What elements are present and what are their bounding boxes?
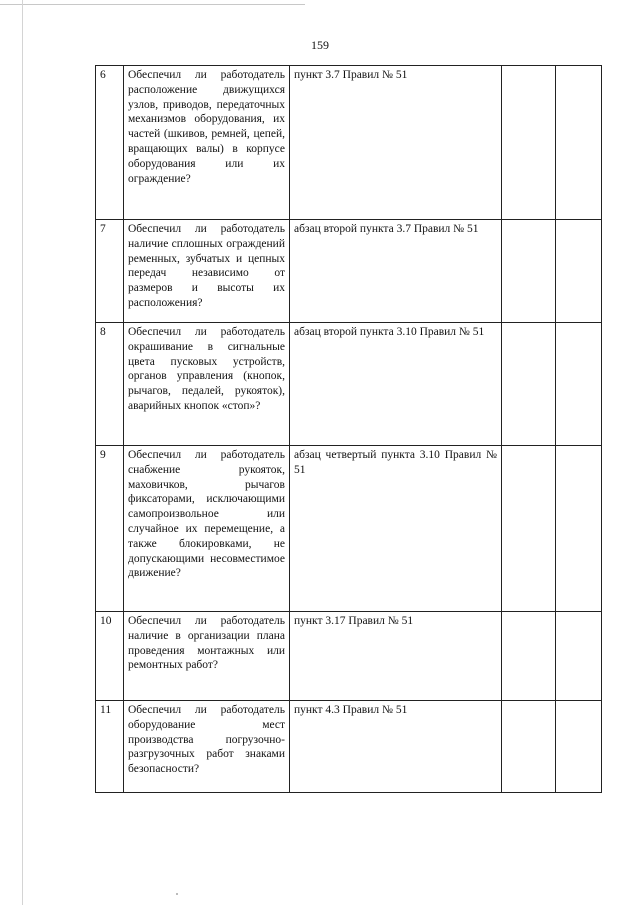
table-row bbox=[96, 66, 602, 220]
table-row bbox=[96, 323, 602, 446]
row-number: 7 bbox=[96, 220, 124, 323]
row-number: 11 bbox=[96, 701, 124, 793]
answer-cell bbox=[502, 66, 556, 220]
reference-cell: пункт 4.3 Правил № 51 bbox=[290, 701, 502, 793]
question-cell: Обеспечил ли работодатель окрашивание в сигнальные цвета пусковых устройств, органов управления (кнопок, рычагов, педалей, рукояток), аварийных кнопок «стоп»? bbox=[124, 323, 290, 446]
answer-cell bbox=[502, 612, 556, 701]
row-number: 9 bbox=[96, 446, 124, 612]
reference-cell: пункт 3.7 Правил № 51 bbox=[290, 66, 502, 220]
note-cell bbox=[556, 446, 602, 612]
reference-cell: пункт 3.17 Правил № 51 bbox=[290, 612, 502, 701]
reference-cell: абзац четвертый пункта 3.10 Правил № 51 bbox=[290, 446, 502, 612]
reference-cell: абзац второй пункта 3.10 Правил № 51 bbox=[290, 323, 502, 446]
note-cell bbox=[556, 612, 602, 701]
question-cell: Обеспечил ли работодатель расположение движущихся узлов, приводов, передаточных механизмов оборудования, их частей (шкивов, ремней, цепей, вращающих валы) в корпусе оборудования или их ограждение? bbox=[124, 66, 290, 220]
answer-cell bbox=[502, 323, 556, 446]
question-cell: Обеспечил ли работодатель оборудование мест производства погрузочно-разгрузочных работ знаками безопасности? bbox=[124, 701, 290, 793]
answer-cell bbox=[502, 446, 556, 612]
scan-speck bbox=[176, 893, 178, 895]
question-cell: Обеспечил ли работодатель наличие сплошных ограждений ременных, зубчатых и цепных передач независимо от размеров и высоты их расположения? bbox=[124, 220, 290, 323]
answer-cell bbox=[502, 220, 556, 323]
checklist-table bbox=[95, 65, 602, 793]
page-number: 159 bbox=[311, 38, 329, 52]
question-cell: Обеспечил ли работодатель снабжение рукояток, маховичков, рычагов фиксаторами, исключающими самопроизвольное или случайное их перемещение, а также блокировками, не допускающими несовместимое движение? bbox=[124, 446, 290, 612]
table-row bbox=[96, 612, 602, 701]
note-cell bbox=[556, 66, 602, 220]
table-row bbox=[96, 701, 602, 793]
question-cell: Обеспечил ли работодатель наличие в организации плана проведения монтажных или ремонтных работ? bbox=[124, 612, 290, 701]
table-row bbox=[96, 446, 602, 612]
row-number: 10 bbox=[96, 612, 124, 701]
scan-edge-left bbox=[22, 0, 23, 905]
note-cell bbox=[556, 220, 602, 323]
row-number: 6 bbox=[96, 66, 124, 220]
table-row bbox=[96, 220, 602, 323]
scan-edge-top bbox=[0, 4, 305, 5]
answer-cell bbox=[502, 701, 556, 793]
reference-cell: абзац второй пункта 3.7 Правил № 51 bbox=[290, 220, 502, 323]
note-cell bbox=[556, 323, 602, 446]
note-cell bbox=[556, 701, 602, 793]
row-number: 8 bbox=[96, 323, 124, 446]
